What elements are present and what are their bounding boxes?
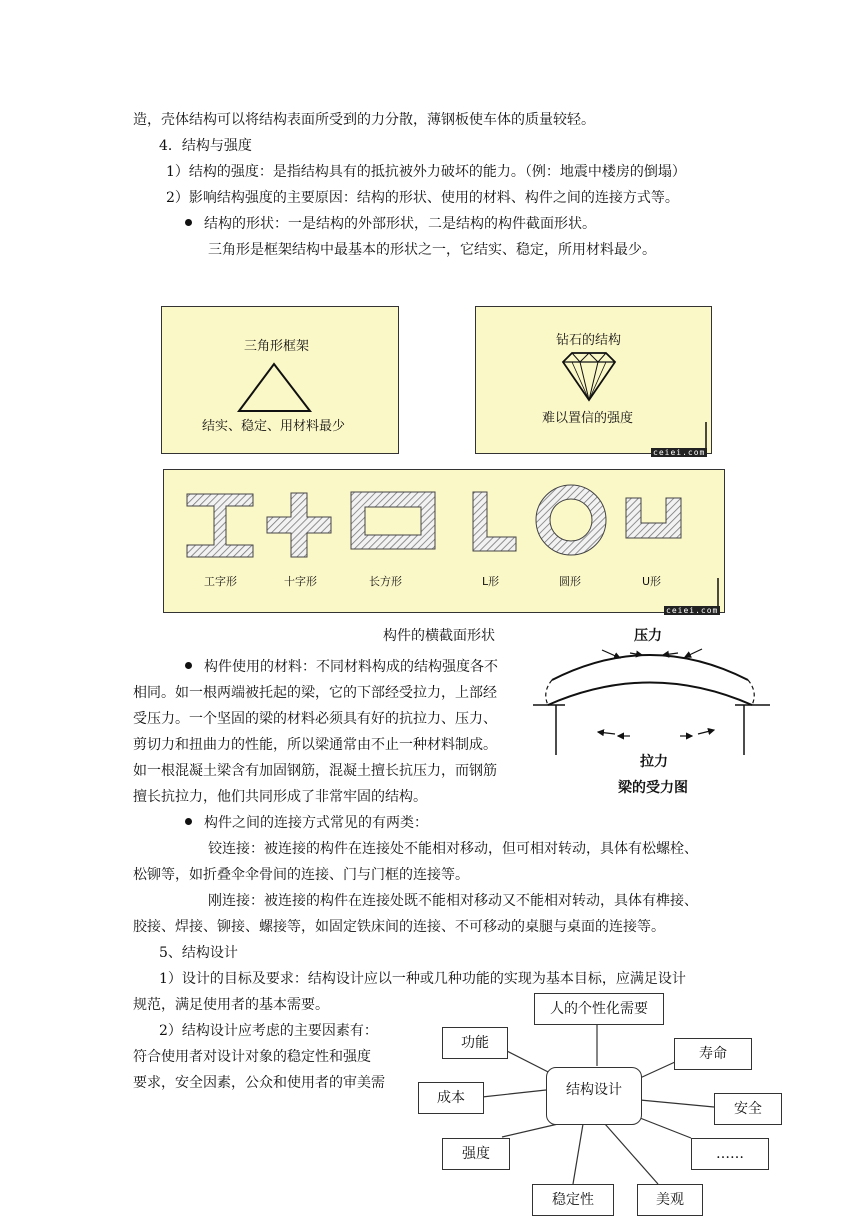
mindmap-node-ellipsis: …… <box>691 1138 769 1170</box>
watermark-1: ceiei.com <box>653 448 706 457</box>
design-goal-line-2: 规范，满足使用者的基本需要。 <box>133 997 329 1013</box>
mindmap-center-structure-design: 结构设计 <box>546 1067 642 1125</box>
mindmap-node-personalized-needs: 人的个性化需要 <box>534 993 664 1025</box>
mindmap-node-aesthetics: 美观 <box>637 1184 703 1216</box>
bullet-material-text: 构件使用的材料：不同材料构成的结构强度各不 <box>204 659 498 675</box>
bullet-connection-text: 构件之间的连接方式常见的有两类： <box>204 815 428 831</box>
design-factors-line-3: 要求，安全因素，公众和使用者的审美需 <box>133 1075 385 1091</box>
label-rectangle-shape: 长方形 <box>369 575 402 588</box>
label-i-shape: 工字形 <box>204 575 237 588</box>
hinge-joint-line-2: 松铆等，如折叠伞伞骨间的连接、门与门框的连接等。 <box>133 867 469 883</box>
beam-tension-label: 拉力 <box>640 754 668 770</box>
paragraph-shell-structure: 造，壳体结构可以将结构表面所受到的力分散，薄钢板使车体的质量较轻。 <box>133 112 595 128</box>
heading-structure-strength: 4．结构与强度 <box>159 138 252 154</box>
item-strength-definition: 1）结构的强度：是指结构具有的抵抗被外力破坏的能力。（例：地震中楼房的倒塌） <box>166 164 686 180</box>
design-factors-line-2: 符合使用者对设计对象的稳定性和强度 <box>133 1049 371 1065</box>
mindmap-node-safety: 安全 <box>714 1093 782 1125</box>
mindmap-node-stability: 稳定性 <box>532 1184 614 1216</box>
mindmap-node-lifespan: 寿命 <box>674 1038 752 1070</box>
material-line-5: 如一根混凝土梁含有加固钢筋，混凝土擅长抗压力，而钢筋 <box>133 763 497 779</box>
beam-diagram-caption: 梁的受力图 <box>618 780 688 796</box>
design-goal-line-1: 1）设计的目标及要求：结构设计应以一种或几种功能的实现为基本目标，应满足设计 <box>159 971 686 987</box>
label-cross-shape: 十字形 <box>284 575 317 588</box>
label-u-shape: U形 <box>642 575 662 588</box>
material-line-6: 擅长抗拉力，他们共同形成了非常牢固的结构。 <box>133 789 427 805</box>
cross-section-caption: 构件的横截面形状 <box>383 628 495 644</box>
triangle-note: 三角形是框架结构中最基本的形状之一，它结实、稳定，所用材料最少。 <box>208 242 656 258</box>
mindmap-node-cost: 成本 <box>418 1082 484 1114</box>
diamond-structure-title: 钻石的结构 <box>556 333 622 348</box>
material-line-4: 剪切力和扭曲力的性能，所以梁通常由不止一种材料制成。 <box>133 737 497 753</box>
mindmap-node-strength: 强度 <box>442 1138 510 1170</box>
beam-compression-label: 压力 <box>634 628 662 644</box>
heading-structure-design: 5、结构设计 <box>159 945 238 961</box>
triangle-frame-caption: 结实、稳定、用材料最少 <box>202 419 346 434</box>
item-strength-factors: 2）影响结构强度的主要原因：结构的形状、使用的材料、构件之间的连接方式等。 <box>166 190 679 206</box>
label-l-shape: L形 <box>482 575 500 588</box>
material-line-2: 相同。如一根两端被托起的梁，它的下部经受拉力，上部经 <box>133 685 497 701</box>
triangle-frame-title: 三角形框架 <box>244 339 310 354</box>
rigid-joint-line-1: 刚连接：被连接的构件在连接处既不能相对移动又不能相对转动，具体有榫接、 <box>208 893 698 909</box>
mindmap-node-function: 功能 <box>442 1027 508 1059</box>
rigid-joint-line-2: 胶接、焊接、铆接、螺接等，如固定铁床间的连接、不可移动的桌腿与桌面的连接等。 <box>133 919 665 935</box>
diamond-structure-caption: 难以置信的强度 <box>542 411 634 426</box>
watermark-2: ceiei.com <box>666 606 719 615</box>
design-factors-line-1: 2）结构设计应考虑的主要因素有： <box>159 1023 378 1039</box>
material-line-3: 受压力。一个坚固的梁的材料必须具有好的抗拉力、压力、 <box>133 711 497 727</box>
bullet-shape-text: 结构的形状：一是结构的外部形状，二是结构的构件截面形状。 <box>204 216 596 232</box>
label-circle-shape: 圆形 <box>559 575 581 588</box>
hinge-joint-line-1: 铰连接：被连接的构件在连接处不能相对移动，但可相对转动，具体有松螺栓、 <box>208 841 698 857</box>
